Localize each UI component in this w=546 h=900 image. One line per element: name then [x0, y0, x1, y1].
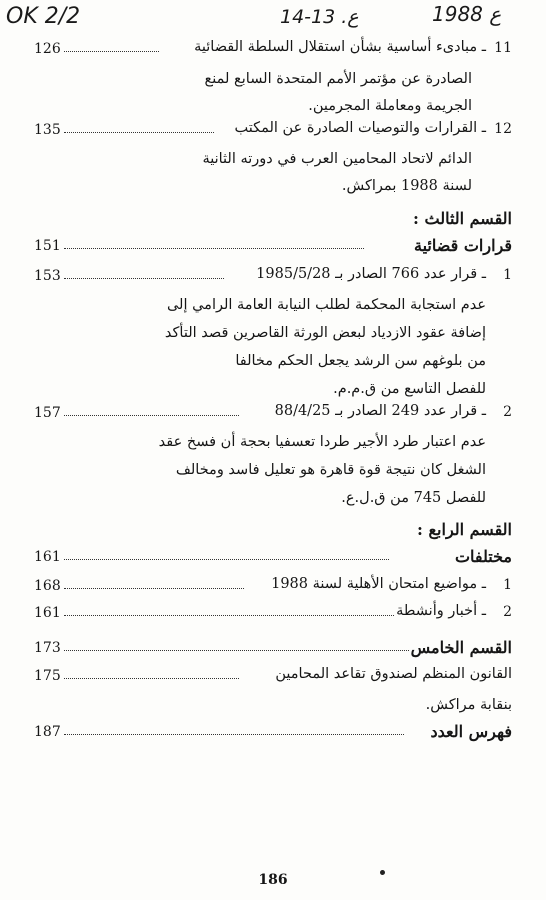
page-number: 151 — [34, 238, 61, 254]
leader-dots — [64, 415, 239, 416]
entry-number: 1 — [503, 577, 512, 593]
page-number: 161 — [34, 605, 61, 621]
entry-description: عدم استجابة المحكمة لطلب النيابة العامة الرامي إلى إضافة عقود الازدياد لبعض الورثة القاصرين قصد التأكد من بلوغهم سن الرشد يجعل الحكم مخالفا للفصل التاسع من ق.م.م. — [164, 297, 486, 397]
leader-dots — [64, 132, 214, 133]
toc-entry — [0, 664, 546, 690]
page-number: 173 — [34, 640, 61, 656]
entry-description: الدائم لاتحاد المحامين العرب في دورته الثانية لسنة 1988 بمراكش. — [202, 151, 472, 194]
index-title: فهرس العدد — [430, 722, 512, 741]
leader-dots — [64, 248, 364, 249]
page-number: 161 — [34, 549, 61, 565]
page-number: 157 — [34, 405, 61, 421]
entry-title: ـ قرار عدد 766 الصادر بـ 1985/5/28 — [256, 266, 486, 282]
entry-description: الصادرة عن مؤتمر الأمم المتحدة السابع لمنع الجريمة ومعاملة المجرمين. — [204, 71, 472, 114]
page-number: 135 — [34, 122, 61, 138]
leader-dots — [64, 51, 159, 52]
entry-number: 11 — [494, 40, 512, 56]
leader-dots — [64, 650, 409, 651]
leader-dots — [64, 559, 389, 560]
leader-dots — [64, 678, 239, 679]
entry-title: القانون المنظم لصندوق تقاعد المحامين — [275, 666, 512, 682]
handwritten-year: ع 1988 — [432, 2, 502, 26]
leader-dots — [64, 278, 224, 279]
entry-number: 1 — [503, 267, 512, 283]
toc-entry — [0, 545, 546, 571]
toc-entry — [0, 264, 546, 290]
subsection-title: قرارات قضائية — [414, 236, 512, 255]
toc-entry — [0, 636, 546, 662]
page-number: 153 — [34, 268, 61, 284]
toc-entry — [0, 118, 546, 144]
page-number: 175 — [34, 668, 61, 684]
entry-description: عدم اعتبار طرد الأجير طردا تعسفيا بحجة أن فسخ عقد الشغل كان نتيجة قوة قاهرة هو تعليل فاسد ومخالف للفصل 745 من ق.ل.ع. — [158, 434, 486, 506]
toc-entry — [0, 601, 546, 627]
entry-title: ـ قرار عدد 249 الصادر بـ 88/4/25 — [274, 403, 486, 419]
toc-entry — [0, 37, 546, 63]
subsection-title: مختلفات — [454, 547, 512, 566]
section-heading: القسم الثالث : — [413, 209, 512, 228]
entry-number: 2 — [503, 604, 512, 620]
handwritten-reference: 14-13 .ع — [280, 6, 359, 28]
page-number: 126 — [34, 41, 61, 57]
toc-entry — [0, 574, 546, 600]
leader-dots — [64, 734, 404, 735]
section-heading: القسم الرابع : — [417, 520, 512, 539]
entry-number: 2 — [503, 404, 512, 420]
toc-entry — [0, 234, 546, 260]
leader-dots — [64, 615, 394, 616]
page-number: 168 — [34, 578, 61, 594]
ink-dot — [380, 870, 385, 875]
toc-entry — [0, 720, 546, 746]
section-heading: القسم الخامس — [410, 638, 512, 657]
entry-title: ـ مبادىء أساسية بشأن استقلال السلطة القضائية — [194, 39, 486, 55]
page-number: 187 — [34, 724, 61, 740]
footer-page-number: 186 — [258, 872, 288, 888]
handwritten-ok-note: OK 2/2 — [6, 4, 81, 29]
entry-title: ـ مواضيع امتحان الأهلية لسنة 1988 — [271, 576, 486, 592]
entry-title: ـ أخبار وأنشطة — [396, 603, 486, 619]
leader-dots — [64, 588, 244, 589]
entry-description: بنقابة مراكش. — [425, 697, 512, 713]
entry-title: ـ القرارات والتوصيات الصادرة عن المكتب — [234, 120, 486, 136]
toc-entry — [0, 401, 546, 427]
entry-number: 12 — [494, 121, 512, 137]
